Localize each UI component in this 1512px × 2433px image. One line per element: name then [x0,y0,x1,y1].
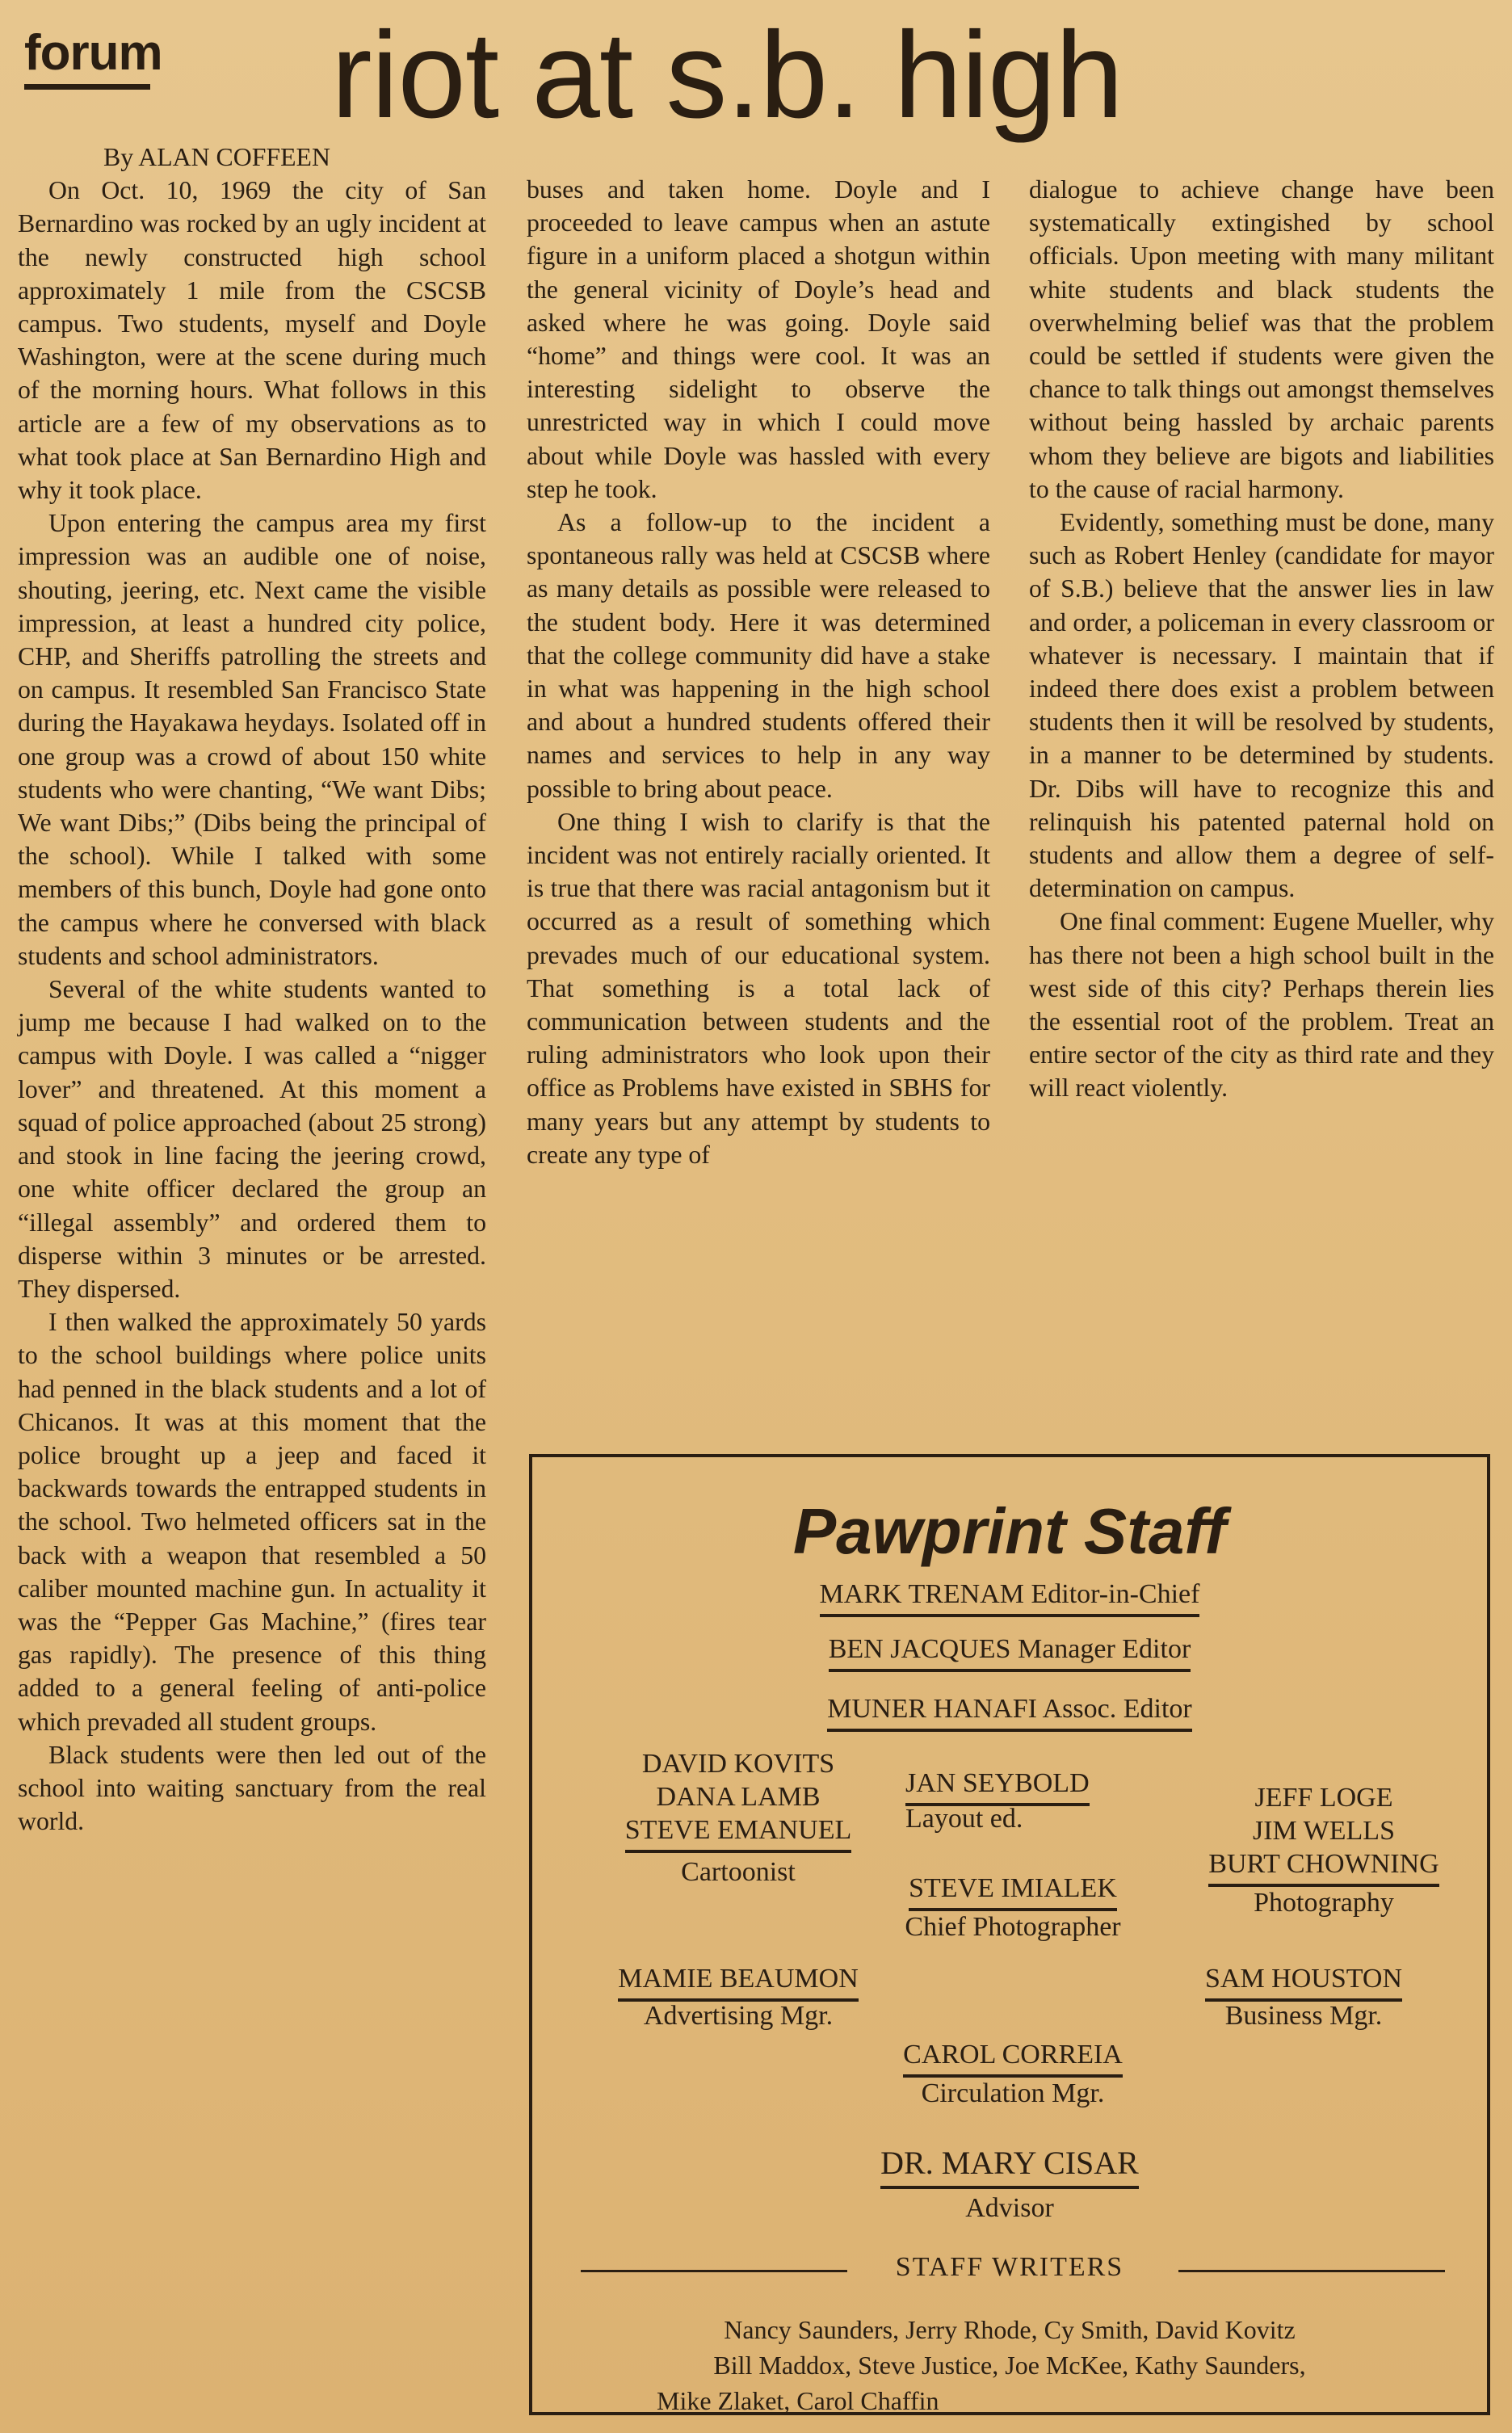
divider [1178,2270,1445,2272]
paragraph: On Oct. 10, 1969 the city of San Bernardino was rocked by an ugly incident at the newly constructed high school approximately 1 mile from the CSCSB campus. Two students, myself and Doyle Washington, were at the scene during much of the morning hours. What follows in this article are a few of my observations as to what took place at San Bernardino High and why it took place. [18,176,486,505]
advertising-name-text: MAMIE BEAUMON [618,1964,859,2002]
staff-title: Pawprint Staff [792,1495,1227,1567]
photography-role: Photography [1254,1888,1394,1918]
business-name-text: SAM HOUSTON [1205,1964,1402,2002]
layout-role: Layout ed. [905,1804,1023,1834]
advisor-name-text: DR. MARY CISAR [880,2145,1139,2189]
paragraph: One thing I wish to clarify is that the incident was not entirely racially oriented. It is true that there was racial antagonism but it occurred as a result of something which prevades much of our educational system. That something is a total lack of communication between students and the ruling administrators who look upon their office as Problems have existed in SBHS for many years but any attempt by students to create any type of [527,807,990,1169]
editor-in-chief-text: MARK TRENAM Editor-in-Chief [820,1579,1200,1617]
chief-photographer-name-text: STEVE IMIALEK [909,1873,1117,1911]
chief-photographer-role: Chief Photographer [905,1912,1121,1942]
paragraph: I then walked the approximately 50 yards to the school buildings where police units had penned in the black students and a lot of Chicanos. It was at this moment that the police brought up a jeep and faced it backwards towards the entrapped students in the school. Two helmeted officers sat in the back with a weapon that resembled a 50 caliber mounted machine gun. In actuality it was the “Pepper Gas Machine,” (fires tear gas rapidly). The presence of this thing added to a general feeling of anti-police which prevaded all student groups. [18,1308,486,1736]
staff-writers-line: Nancy Saunders, Jerry Rhode, Cy Smith, David Kovitz [724,2315,1296,2344]
cartoonist-name: DANA LAMB [656,1782,821,1812]
chief-photographer-name [855,1872,1170,1905]
staff-writers-title: STAFF WRITERS [895,2252,1124,2282]
photographer-name-text: BURT CHOWNING [1208,1849,1438,1887]
advisor-name [532,2147,1487,2179]
business-name [1154,1963,1453,1995]
paragraph: Upon entering the campus area my first impression was an audible one of noise, shouting, jeering, etc. Next came the visible impression, at least a hundred city police, CHP, and Sheriffs patrolling the streets and on campus. It resembled San Francisco State during the Hayakawa heydays. Isolated off in one group was a crowd of about 150 white students who were chanting, “We want Dibs; We want Dibs;” (Dibs being the principal of the school). While I talked with some members of this bunch, Doyle had gone onto the campus where he conversed with black students and school administrators. [18,509,486,970]
headline: riot at s.b. high [331,6,1123,144]
photographer-name: JIM WELLS [1253,1816,1395,1846]
byline: By ALAN COFFEEN [103,143,330,171]
photographer-name [1178,1848,1469,1880]
cartoonist-name-text: STEVE EMANUEL [625,1815,851,1853]
article-column-1 [18,141,486,2423]
cartoonist-name: DAVID KOVITS [641,1749,835,1779]
circulation-name-text: CAROL CORREIA [903,2040,1123,2078]
paragraph: As a follow-up to the incident a spontaneous rally was held at CSCSB where as many details as possible were released to the student body. Here it was determined that the college community did have a stake in what was happening in the high school and about a hundred students offered their names and services to help in any way possible to bring about peace. [527,508,990,803]
article-column-2 [527,173,990,1481]
assoc-editor [532,1693,1487,1725]
advertising-name [589,1963,888,1995]
circulation-role: Circulation Mgr. [921,2078,1105,2108]
cartoonist-role: Cartoonist [681,1857,796,1887]
paragraph: dialogue to achieve change have been systematically extingished by school officials. Upon meeting with many militant white students and black students the overwhelming belief was that the problem could be settled if students were given the chance to talk things out amongst themselves without being hassled by archaic parents whom they believe are bigots and liabilities to the cause of racial harmony. [1029,175,1494,503]
cartoonist-name [581,1814,896,1847]
paragraph: One final comment: Eugene Mueller, why has there not been a high school built in the west side of this city? Perhaps therein lies the essential root of the problem. Treat an entire sector of the city as third rate and they will react violently. [1029,907,1494,1103]
photographer-name: JEFF LOGE [1254,1783,1393,1813]
paragraph: buses and taken home. Doyle and I proceeded to leave campus when an astute figure in a uniform placed a shotgun within the general vicinity of Doyle’s head and asked where he was going. Doyle said “home” and things were cool. It was an interesting sidelight to observe the unrestricted way in which I could move about while Doyle was hassled with every step he took. [527,175,990,503]
staff-writers-line: Bill Maddox, Steve Justice, Joe McKee, Kathy Saunders, [713,2351,1306,2380]
paragraph: Evidently, something must be done, many such as Robert Henley (candidate for mayor of S.B.) believe that the answer lies in law and order, a policeman in every classroom or whatever is necessary. I maintain that if indeed there does exist a problem between students then it will be resolved by students, in a manner to be determined by students. Dr. Dibs will have to recognize this and relinquish his patented paternal hold on students and allow them a degree of self-determination on campus. [1029,508,1494,903]
advisor-role: Advisor [965,2193,1054,2223]
layout-name [905,1767,1090,1800]
circulation-name [855,2039,1170,2071]
manager-editor [532,1633,1487,1666]
assoc-editor-text: MUNER HANAFI Assoc. Editor [827,1694,1191,1732]
paragraph: Black students were then led out of the school into waiting sanctuary from the real world. [18,1740,486,1836]
staff-writers-line: Mike Zlaket, Carol Chaffin [657,2386,939,2415]
layout-name-text: JAN SEYBOLD [905,1768,1090,1806]
staff-box [529,1454,1490,2415]
section-rule [24,84,150,90]
article-column-3 [1029,173,1494,1441]
paragraph: Several of the white students wanted to jump me because I had walked on to the campus with Doyle. I was called a “nigger lover” and threatened. At this moment a squad of police approached (about 25 strong) and stook in line facing the jeering crowd, one white officer declared the group an “illegal assembly” and ordered them to disperse within 3 minutes or be arrested. They dispersed. [18,975,486,1303]
business-role: Business Mgr. [1224,2001,1383,2031]
editor-in-chief [532,1578,1487,1611]
section-label: forum [24,25,162,81]
manager-editor-text: BEN JACQUES Manager Editor [829,1634,1191,1672]
advertising-role: Advertising Mgr. [643,2001,834,2031]
